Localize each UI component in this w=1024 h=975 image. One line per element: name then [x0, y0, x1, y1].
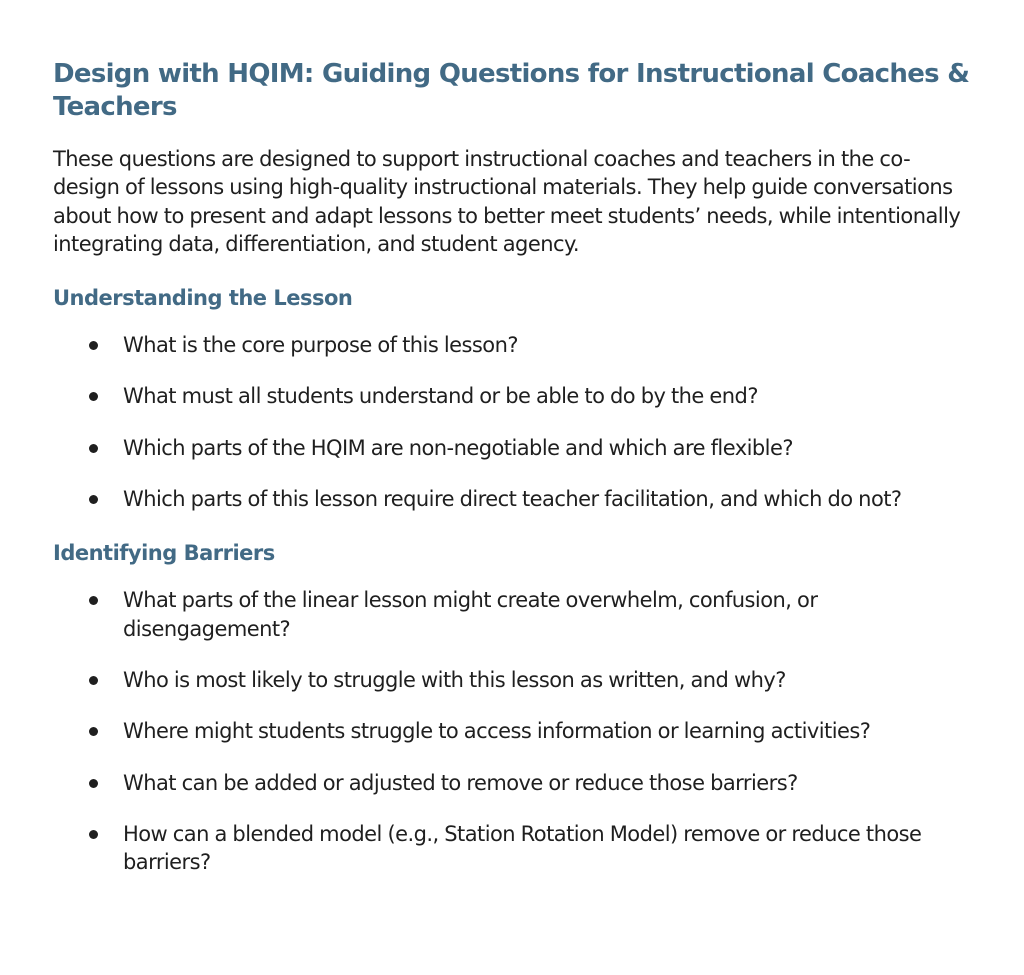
question-text: What parts of the linear lesson might create overwhelm, confusion, or disengagement?: [123, 588, 818, 641]
list-item: [53, 485, 973, 513]
section-heading-barriers: Identifying Barriers: [53, 541, 275, 566]
bullet-icon: [89, 495, 98, 504]
question-text: What can be added or adjusted to remove or reduce those barriers?: [123, 770, 798, 795]
list-item: [53, 820, 973, 877]
section-heading-understanding: Understanding the Lesson: [53, 286, 353, 311]
question-text: How can a blended model (e.g., Station Rotation Model) remove or reduce those barriers?: [123, 821, 922, 875]
question-text: What is the core purpose of this lesson?: [123, 333, 518, 358]
intro-paragraph: These questions are designed to support instructional coaches and teachers in the co-design of lessons using high-quality instructional materials. They help guide conversations about how to present and adapt lessons to better meet students’ needs, while intentionally integrating data, differentiation, and student agency.: [53, 147, 961, 256]
list-item: [53, 434, 973, 462]
bullet-icon: [89, 676, 98, 685]
bullet-icon: [89, 444, 98, 453]
bullet-icon: [89, 341, 98, 350]
question-text: Which parts of this lesson require direct teacher facilitation, and which do not?: [123, 487, 902, 512]
bullet-icon: [89, 392, 98, 401]
question-text: What must all students understand or be able to do by the end?: [123, 384, 758, 409]
list-item: [53, 717, 973, 745]
question-list-barriers: [53, 586, 973, 876]
list-item: [53, 382, 973, 410]
question-text: Which parts of the HQIM are non-negotiable and which are flexible?: [123, 435, 793, 460]
document-title: Design with HQIM: Guiding Questions for Instructional Coaches & Teachers: [53, 59, 970, 122]
bullet-icon: [89, 779, 98, 788]
list-item: [53, 586, 973, 643]
list-item: [53, 666, 973, 694]
bullet-icon: [89, 727, 98, 736]
document-page: [53, 58, 973, 876]
question-text: Where might students struggle to access information or learning activities?: [123, 719, 871, 744]
bullet-icon: [89, 596, 98, 605]
list-item: [53, 331, 973, 359]
question-list-understanding: [53, 331, 973, 513]
list-item: [53, 769, 973, 797]
bullet-icon: [89, 830, 98, 839]
question-text: Who is most likely to struggle with this lesson as written, and why?: [123, 667, 786, 692]
